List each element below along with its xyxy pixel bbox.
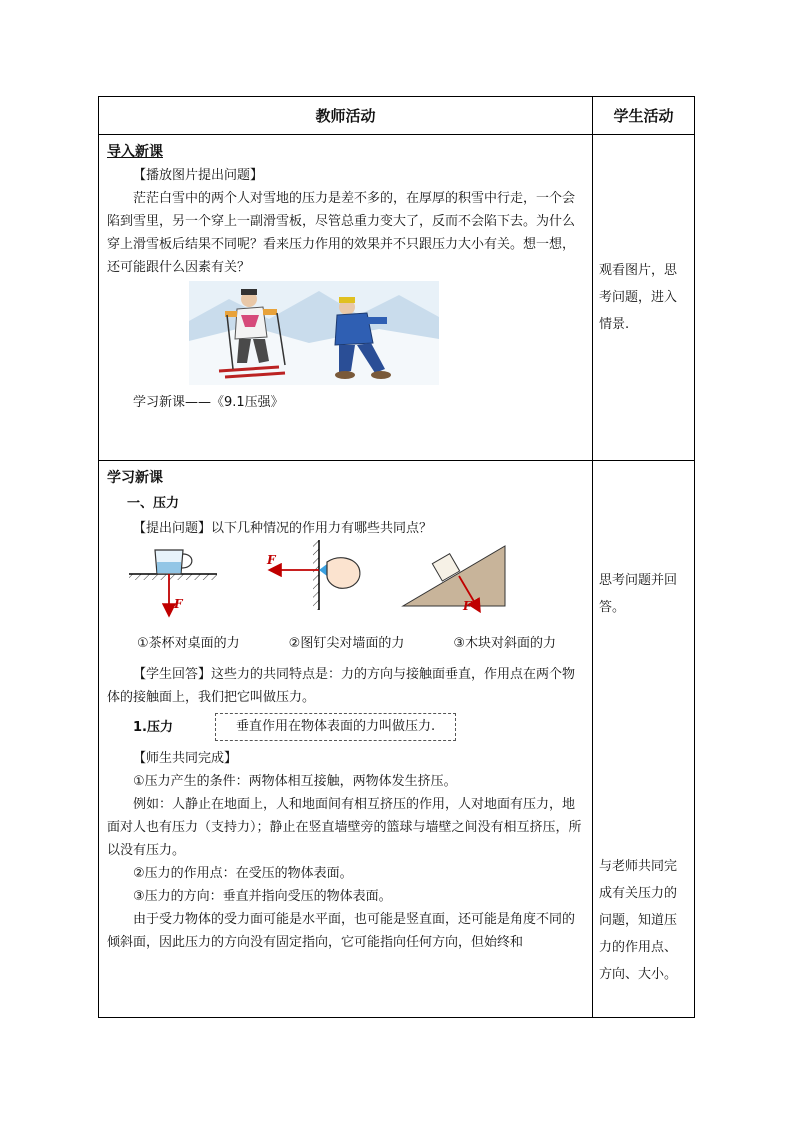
force-label-3: F — [463, 599, 472, 613]
incline-diagram — [403, 546, 505, 613]
intro-student-note: 观看图片，思考问题，进入情景. — [599, 263, 678, 332]
question-line: 【提出问题】以下几种情况的作用力有哪些共同点？ — [133, 521, 433, 536]
point-line: ②压力的作用点：在受压的物体表面。 — [133, 866, 353, 881]
student-activity-header: 学生活动 — [593, 97, 695, 135]
teacher-activity-header: 教师活动 — [99, 97, 593, 135]
lesson-table — [98, 96, 695, 1018]
skiers-image — [189, 281, 439, 385]
direction-line: ③压力的方向：垂直并指向受压的物体表面。 — [133, 889, 392, 904]
force-diagrams — [107, 540, 585, 622]
intro-title: 导入新课 — [107, 144, 163, 160]
thumbtack-diagram — [266, 540, 360, 610]
new-lesson-line: 学习新课——《9.1压强》 — [133, 395, 284, 410]
student-answer: 【学生回答】这些力的共同特点是：力的方向与接触面垂直，作用点在两个物体的接触面上，我们把它叫做压力。 — [107, 667, 576, 705]
student-note-2: 与老师共同完成有关压力的问题，知道压力的作用点、方向、大小。 — [599, 859, 678, 982]
force-label-1: F — [174, 597, 183, 611]
table-header-row — [99, 97, 695, 135]
together-tag: 【师生共同完成】 — [133, 751, 238, 766]
condition-line: ①压力产生的条件：两物体相互接触，两物体发生挤压。 — [133, 774, 457, 789]
caption-3: ③木块对斜面的力 — [453, 636, 556, 651]
student-note-1: 思考问题并回答。 — [599, 573, 678, 615]
caption-2: ②图钉尖对墙面的力 — [288, 636, 405, 651]
cup-diagram — [129, 550, 217, 614]
last-paragraph: 由于受力物体的受力面可能是水平面，也可能是竖直面，还可能是角度不同的倾斜面，因此压力的方向没有固定指向，它可能指向任何方向，但始终和 — [107, 912, 576, 950]
example-paragraph: 例如：人静止在地面上，人和地面间有相互挤压的作用，人对地面有压力，地面对人也有压力（支持力）；静止在竖直墙壁旁的篮球与墙壁之间没有相互挤压，所以没有压力。 — [107, 797, 582, 858]
diagram-captions — [107, 632, 584, 655]
pressure-heading: 一、压力 — [127, 496, 180, 511]
intro-student-cell — [593, 135, 695, 461]
intro-row — [99, 135, 695, 461]
force-label-2: F — [267, 553, 276, 567]
pressure-subheading: 1.压力 — [133, 719, 173, 735]
skiing-illustration — [107, 281, 584, 385]
learning-title: 学习新课 — [107, 470, 163, 486]
intro-teacher-cell — [99, 135, 593, 461]
caption-1: ①茶杯对桌面的力 — [137, 636, 240, 651]
intro-paragraph: 茫茫白雪中的两个人对雪地的压力是差不多的，在厚厚的积雪中行走，一个会陷到雪里，另一个穿上一副滑雪板，尽管总重力变大了，反而不会陷下去。为什么穿上滑雪板后结果不同呢？看来压力作用的效果并不只跟压力大小有关。想一想，还可能跟什么因素有关？ — [107, 191, 576, 275]
learning-student-cell — [593, 461, 695, 1018]
learning-teacher-cell — [99, 461, 593, 1018]
pressure-definition-box: 垂直作用在物体表面的力叫做压力. — [215, 713, 456, 741]
learning-row — [99, 461, 695, 1018]
intro-tag: 【播放图片提出问题】 — [133, 168, 264, 183]
